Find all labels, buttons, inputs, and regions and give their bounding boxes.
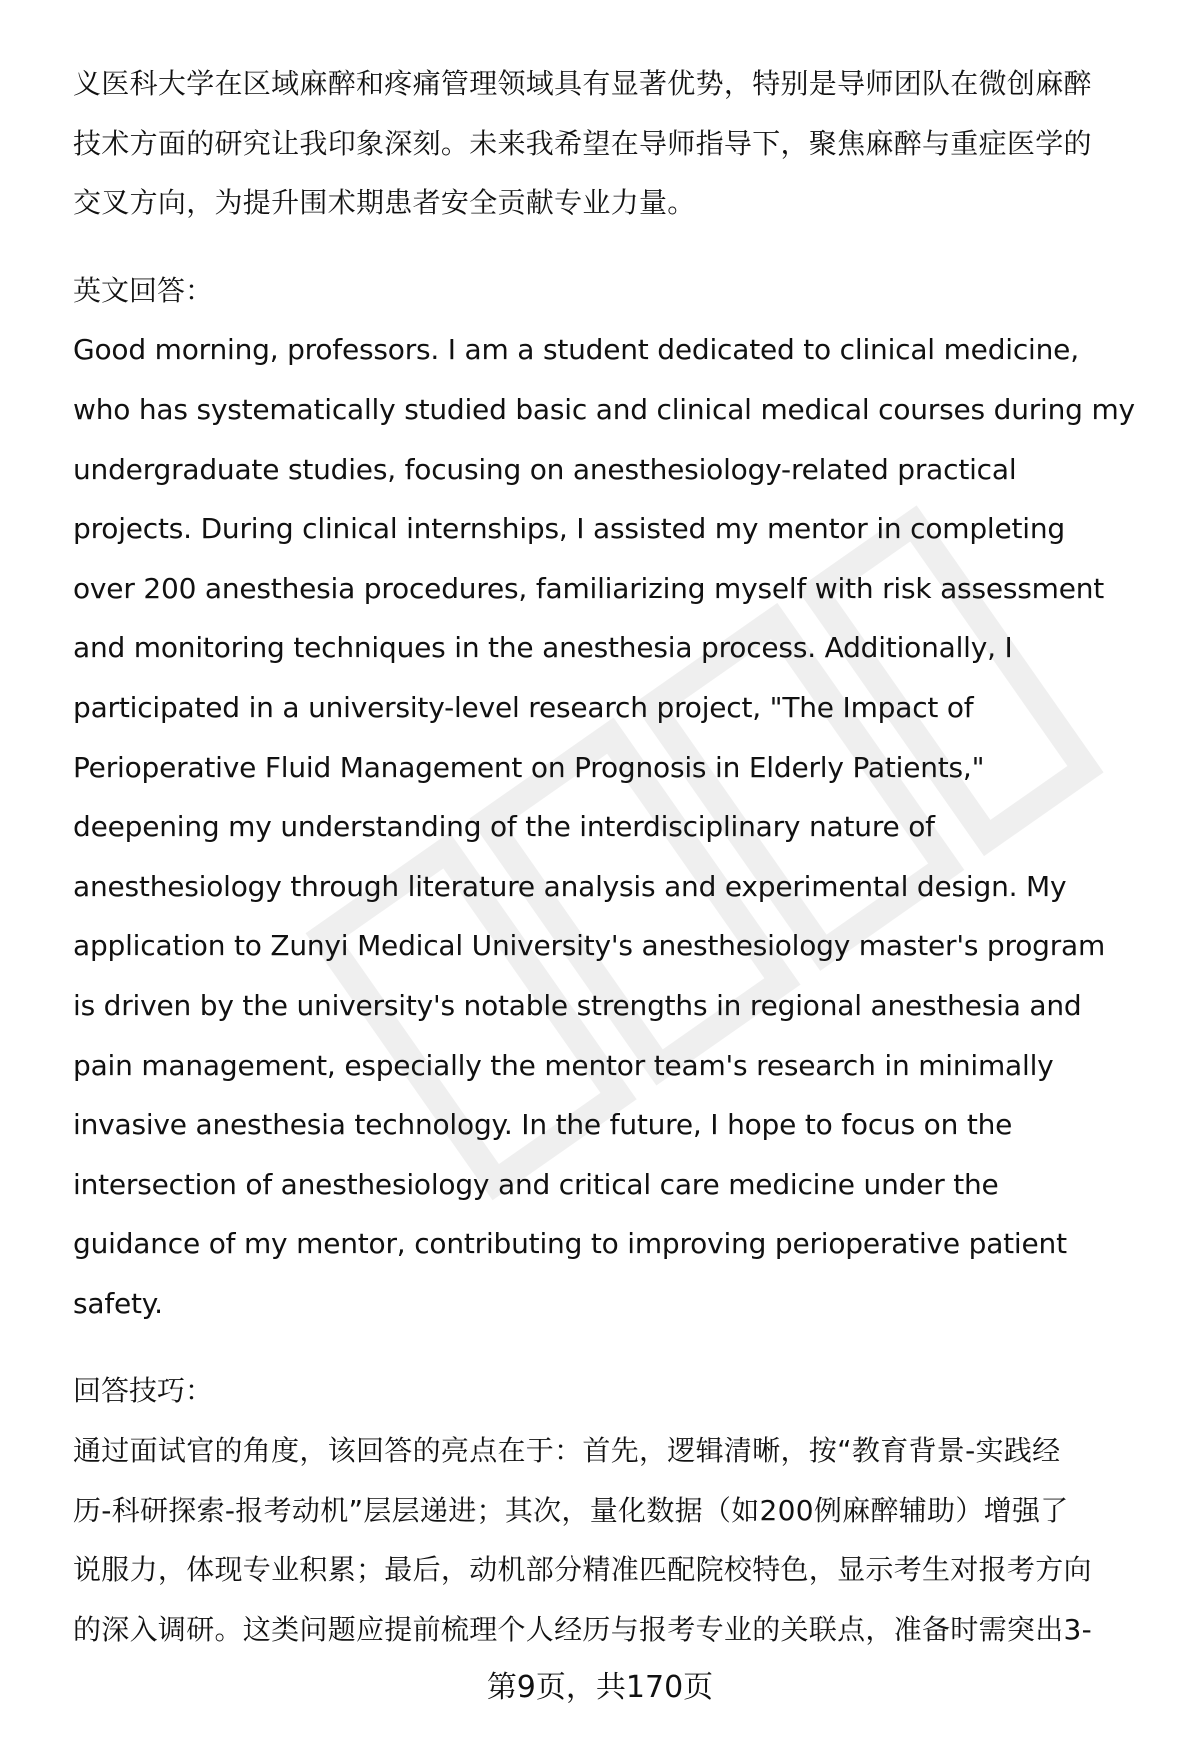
paragraph-line: guidance of my mentor, contributing to improving perioperative patient: [73, 1227, 1067, 1261]
paragraph-line: 技术方面的研究让我印象深刻。未来我希望在导师指导下，聚焦麻醉与重症医学的: [73, 126, 1092, 160]
paragraph-line: 历-科研探索-报考动机”层层递进；其次，量化数据（如200例麻醉辅助）增强了: [73, 1493, 1069, 1527]
paragraph-line: over 200 anesthesia procedures, familiarizing myself with risk assessment: [73, 571, 1105, 605]
paragraph-line: and monitoring techniques in the anesthesia process. Additionally, I: [73, 631, 1013, 665]
paragraph-line: 交叉方向，为提升围术期患者安全贡献专业力量。: [73, 186, 696, 220]
paragraph-line: Good morning, professors. I am a student dedicated to clinical medicine,: [73, 333, 1079, 367]
paragraph-line: deepening my understanding of the interdisciplinary nature of: [73, 810, 935, 844]
answer-tips-heading: 回答技巧：: [73, 1374, 214, 1408]
document-page: [73, 54, 1163, 1659]
paragraph-line: undergraduate studies, focusing on anesthesiology-related practical: [73, 452, 1017, 486]
paragraph-line: 说服力，体现专业积累；最后，动机部分精准匹配院校特色，显示考生对报考方向: [73, 1553, 1092, 1587]
english-answer-paragraph: [73, 320, 1163, 1333]
paragraph-line: application to Zunyi Medical University's anesthesiology master's program: [73, 929, 1106, 963]
paragraph-line: participated in a university-level research project, "The Impact of: [73, 690, 974, 724]
top-paragraph: [73, 54, 1163, 233]
paragraph-line: invasive anesthesia technology. In the future, I hope to focus on the: [73, 1108, 1013, 1142]
paragraph-line: pain management, especially the mentor team's research in minimally: [73, 1048, 1054, 1082]
paragraph-line: projects. During clinical internships, I assisted my mentor in completing: [73, 512, 1066, 546]
paragraph-line: safety.: [73, 1286, 163, 1320]
paragraph-line: who has systematically studied basic and clinical medical courses during my: [73, 392, 1135, 426]
page-number-footer: 第9页，共170页: [486, 1670, 714, 1705]
paragraph-line: 义医科大学在区域麻醉和疼痛管理领域具有显著优势，特别是导师团队在微创麻醉: [73, 67, 1092, 100]
paragraph-line: 的深入调研。这类问题应提前梳理个人经历与报考专业的关联点，准备时需突出3-: [73, 1612, 1093, 1646]
paragraph-line: Perioperative Fluid Management on Prognosis in Elderly Patients,": [73, 750, 985, 784]
paragraph-line: 通过面试官的角度，该回答的亮点在于：首先，逻辑清晰，按“教育背景-实践经: [73, 1434, 1061, 1468]
paragraph-line: intersection of anesthesiology and critical care medicine under the: [73, 1167, 999, 1201]
paragraph-line: anesthesiology through literature analysis and experimental design. My: [73, 869, 1067, 903]
answer-tips-paragraph: [73, 1421, 1163, 1659]
paragraph-line: is driven by the university's notable strengths in regional anesthesia and: [73, 988, 1082, 1022]
english-answer-heading: 英文回答：: [73, 273, 214, 307]
